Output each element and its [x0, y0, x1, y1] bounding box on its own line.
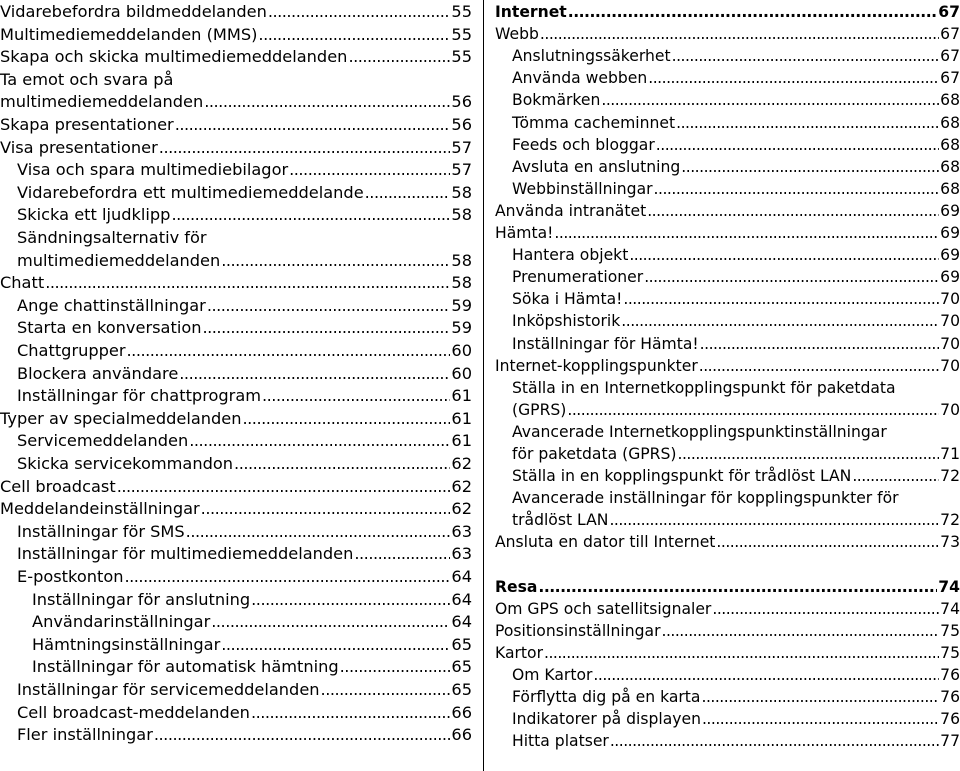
dot-leader — [179, 363, 450, 386]
toc-entry — [495, 531, 960, 553]
toc-entry-title: multimediemeddelanden — [0, 92, 204, 112]
toc-entry-title: Om Kartor — [512, 666, 593, 684]
toc-page-number: 58 — [451, 250, 472, 270]
dot-leader — [623, 288, 939, 310]
dot-leader — [656, 134, 939, 156]
toc-page-number: 64 — [451, 589, 472, 609]
toc-page-number: 66 — [451, 725, 472, 745]
toc-entry-title: Kartor — [495, 643, 543, 662]
toc-entry — [512, 686, 960, 708]
toc-entry — [495, 355, 960, 377]
toc-entry — [17, 679, 472, 702]
toc-entry — [495, 598, 960, 620]
toc-entry-title: Typer av specialmeddelanden — [0, 408, 242, 428]
dot-leader — [568, 1, 938, 23]
toc-entry-title: E-postkonton — [17, 567, 124, 586]
toc-page-number: 63 — [451, 521, 472, 541]
toc-entry-title: Positionsinställningar — [495, 621, 661, 640]
toc-entry — [17, 159, 472, 182]
toc-page-number: 68 — [940, 113, 960, 132]
toc-page-number: 58 — [451, 182, 472, 202]
toc-page-number: 61 — [451, 431, 472, 451]
toc-entry — [512, 266, 960, 288]
toc-entry — [512, 708, 960, 730]
dot-leader — [234, 453, 450, 476]
toc-entry-title: Resa — [495, 577, 538, 596]
toc-entry-title: Inställningar för multimediemeddelanden — [17, 544, 354, 564]
dot-leader — [154, 724, 451, 747]
toc-entry — [495, 642, 960, 664]
dot-leader — [211, 611, 450, 634]
toc-entry-title: Inställningar för servicemeddelanden — [17, 680, 320, 699]
dot-leader — [348, 46, 450, 69]
toc-entry — [512, 333, 960, 355]
toc-entry — [0, 476, 472, 499]
toc-entry-title: Avsluta en anslutning — [512, 157, 681, 176]
toc-entry-title: Hantera objekt — [512, 246, 629, 265]
toc-page-number: 59 — [451, 295, 472, 315]
dot-leader — [699, 355, 939, 377]
toc-page-number: 65 — [451, 657, 472, 677]
toc-entry-title: multimediemeddelanden — [17, 250, 221, 270]
dot-leader — [207, 295, 451, 318]
toc-entry — [0, 114, 472, 137]
toc-entry-title: Visa presentationer — [0, 137, 158, 157]
toc-entry-title: Starta en konversation — [17, 318, 202, 338]
toc-entry-title: Cell broadcast-meddelanden — [17, 702, 250, 722]
toc-entry-title: Webbinställningar — [512, 179, 653, 198]
toc-page-number: 62 — [451, 476, 472, 496]
toc-page-number: 56 — [451, 115, 472, 134]
toc-page-number: 76 — [940, 666, 960, 684]
dot-leader — [644, 266, 939, 288]
dot-leader — [186, 521, 451, 544]
toc-entry-title: Internet — [495, 3, 567, 21]
dot-leader — [593, 664, 939, 686]
toc-page-number: 68 — [940, 157, 960, 176]
toc-page-number: 60 — [451, 341, 472, 360]
toc-entry — [17, 453, 472, 476]
dot-leader — [258, 24, 450, 47]
dot-leader — [221, 250, 450, 273]
toc-page-number: 67 — [938, 3, 960, 21]
toc-page-number: 75 — [940, 621, 960, 640]
toc-spacer — [495, 554, 960, 576]
dot-leader — [45, 272, 450, 295]
toc-page-number: 69 — [940, 246, 960, 265]
toc-entry — [32, 656, 472, 679]
dot-leader — [289, 159, 450, 182]
toc-entry-title: Förflytta dig på en karta — [512, 688, 701, 707]
dot-leader — [610, 730, 939, 752]
toc-page-number: 77 — [940, 732, 960, 751]
toc-entry — [512, 156, 960, 178]
toc-entry-title: Avancerade Internetkopplingspunktinställningar — [512, 422, 887, 441]
toc-entry — [0, 498, 472, 521]
toc-entry — [17, 543, 472, 566]
toc-entry — [17, 702, 472, 725]
toc-entry-title: för paketdata (GPRS) — [512, 445, 677, 463]
toc-entry-title: Indikatorer på displayen — [512, 710, 701, 729]
toc-entry — [495, 23, 960, 45]
toc-entry-title: Använda intranätet — [495, 201, 647, 220]
toc-entry-title: Användarinställningar — [32, 612, 211, 632]
toc-page-number: 55 — [451, 2, 472, 21]
toc-page-number: 67 — [940, 69, 960, 88]
dot-leader — [661, 620, 939, 642]
toc-page-number: 61 — [451, 386, 472, 406]
toc-page-number: 62 — [451, 454, 472, 473]
toc-page-number: 65 — [451, 680, 472, 699]
toc-entry-title: trådlöst LAN — [512, 511, 609, 530]
toc-entry — [512, 288, 960, 310]
toc-entry — [17, 204, 472, 227]
toc-entry — [495, 222, 960, 244]
toc-page-number: 67 — [940, 25, 960, 44]
toc-entry-title: Inställningar för anslutning — [32, 589, 251, 609]
dot-leader — [171, 204, 450, 227]
toc-entry-title: Visa och spara multimediebilagor — [17, 160, 289, 180]
toc-entry — [0, 272, 472, 295]
dot-leader — [672, 45, 940, 67]
toc-page-number: 76 — [940, 688, 960, 707]
toc-page-number: 72 — [940, 511, 960, 530]
toc-entry — [32, 611, 472, 634]
toc-page-number: 57 — [451, 137, 472, 157]
toc-entry — [512, 730, 960, 752]
toc-entry-title: Vidarebefordra bildmeddelanden — [0, 2, 267, 21]
dot-leader — [701, 686, 939, 708]
toc-entry-title: Ställa in en kopplingspunkt för trådlöst LAN — [512, 467, 852, 486]
toc-page-number: 68 — [940, 91, 960, 110]
toc-entry-title: Skapa och skicka multimediemeddelanden — [0, 47, 348, 67]
toc-page-number: 58 — [451, 273, 472, 293]
toc-section-heading — [495, 1, 960, 23]
dot-leader — [354, 543, 450, 566]
dot-leader — [365, 182, 451, 205]
dot-leader — [203, 317, 451, 340]
toc-page-number: 64 — [451, 567, 472, 586]
dot-leader — [125, 566, 451, 589]
toc-entry — [17, 521, 472, 544]
toc-page-number: 64 — [451, 612, 472, 632]
toc-entry — [512, 310, 960, 332]
toc-page-number: 72 — [940, 467, 960, 486]
toc-section-heading — [495, 576, 960, 598]
toc-entry-title: Inställningar för SMS — [17, 521, 185, 541]
dot-leader — [648, 67, 939, 89]
toc-entry — [17, 363, 472, 386]
toc-entry-title: Internet-kopplingspunkter — [495, 356, 698, 375]
dot-leader — [127, 340, 451, 363]
toc-page-number: 70 — [940, 356, 960, 375]
toc-entry-title: Avancerade inställningar för kopplingspunkter för — [512, 489, 899, 508]
dot-leader — [321, 679, 451, 702]
toc-page-number: 69 — [940, 268, 960, 287]
toc-entry — [512, 399, 960, 421]
toc-entry-title: Skicka ett ljudklipp — [17, 205, 171, 225]
dot-leader — [647, 200, 939, 222]
dot-leader — [554, 222, 939, 244]
toc-entry — [512, 465, 960, 487]
toc-page-number: 55 — [451, 47, 472, 67]
toc-page-number: 76 — [940, 710, 960, 729]
toc-entry-title: Meddelandeinställningar — [0, 499, 200, 519]
toc-entry-title: Blockera användare — [17, 363, 179, 383]
toc-page-number: 57 — [451, 160, 472, 180]
toc-page-number: 74 — [940, 599, 960, 618]
toc-entry-title: Hämta! — [495, 224, 554, 242]
dot-leader — [629, 244, 939, 266]
toc-page-number: 67 — [940, 47, 960, 66]
toc-entry-title: Anslutningssäkerhet — [512, 47, 671, 66]
dot-leader — [702, 708, 939, 730]
toc-entry — [17, 385, 472, 408]
dot-leader — [251, 702, 450, 725]
dot-leader — [117, 476, 451, 499]
toc-page-number: 56 — [451, 92, 472, 112]
toc-entry — [0, 91, 472, 114]
toc-page-number: 61 — [451, 408, 472, 428]
toc-entry-title: Inställningar för chattprogram — [17, 386, 262, 406]
toc-entry — [0, 46, 472, 69]
dot-leader — [609, 509, 939, 531]
toc-entry-title: Tömma cacheminnet — [512, 113, 676, 132]
toc-entry — [17, 430, 472, 453]
dot-leader — [567, 399, 939, 421]
dot-leader — [676, 112, 939, 134]
toc-entry — [512, 134, 960, 156]
toc-entry-title: Inställningar för automatisk hämtning — [32, 657, 339, 677]
toc-entry — [32, 634, 472, 657]
toc-page-number: 63 — [451, 544, 472, 564]
dot-leader — [540, 23, 939, 45]
toc-entry — [17, 295, 472, 318]
toc-entry-title: Chattgrupper — [17, 341, 126, 360]
toc-entry-title: Ställa in en Internetkopplingspunkt för paketdata — [512, 378, 896, 397]
dot-leader — [678, 443, 940, 465]
dot-leader — [654, 178, 940, 200]
toc-entry — [17, 724, 472, 747]
toc-entry — [512, 45, 960, 67]
toc-page-number: 69 — [940, 224, 960, 242]
toc-page-number: 70 — [940, 334, 960, 353]
dot-leader — [681, 156, 939, 178]
toc-entry — [512, 443, 960, 465]
toc-entry — [0, 137, 472, 160]
toc-page-number: 75 — [940, 643, 960, 662]
toc-entry — [512, 244, 960, 266]
dot-leader — [340, 656, 451, 679]
dot-leader — [251, 589, 450, 612]
toc-entry-title: Bokmärken — [512, 91, 601, 110]
dot-leader — [268, 1, 451, 24]
toc-entry — [0, 408, 472, 431]
dot-leader — [852, 465, 939, 487]
dot-leader — [621, 310, 939, 332]
toc-page-number: 74 — [938, 577, 960, 596]
toc-entry-title: Söka i Hämta! — [512, 290, 623, 309]
toc-entry-title: Inköpshistorik — [512, 312, 621, 331]
dot-leader — [201, 498, 451, 521]
toc-entry-title: Inställningar för Hämta! — [512, 334, 699, 353]
toc-entry — [512, 67, 960, 89]
toc-page-number: 55 — [451, 24, 472, 44]
toc-page-number: 70 — [940, 290, 960, 309]
toc-entry-title: Sändningsalternativ för — [17, 228, 207, 247]
toc-page-number: 59 — [451, 318, 472, 338]
toc-entry — [17, 182, 472, 205]
toc-page-number: 73 — [940, 533, 960, 552]
dot-leader — [189, 430, 450, 453]
toc-entry — [17, 317, 472, 340]
toc-page-number: 60 — [451, 363, 472, 383]
dot-leader — [601, 89, 939, 111]
toc-entry — [512, 178, 960, 200]
dot-leader — [544, 642, 939, 664]
toc-entry — [512, 509, 960, 531]
toc-page-number: 70 — [940, 312, 960, 331]
toc-page-number: 66 — [451, 702, 472, 722]
toc-page-number: 69 — [940, 201, 960, 220]
toc-entry — [32, 589, 472, 612]
dot-leader — [243, 408, 451, 431]
toc-entry — [512, 112, 960, 134]
toc-entry — [17, 340, 472, 363]
toc-entry-title: (GPRS) — [512, 400, 567, 419]
toc-entry-title: Multimediemeddelanden (MMS) — [0, 24, 258, 44]
toc-entry-title: Fler inställningar — [17, 725, 153, 745]
toc-entry-title: Vidarebefordra ett multimediemeddelande — [17, 182, 364, 202]
toc-entry — [495, 200, 960, 222]
toc-entry-title: Webb — [495, 25, 539, 44]
toc-entry — [17, 566, 472, 589]
toc-entry — [0, 24, 472, 47]
toc-entry-title: Prenumerationer — [512, 268, 644, 287]
dot-leader — [712, 598, 939, 620]
toc-page-number: 65 — [451, 634, 472, 654]
dot-leader — [159, 137, 451, 160]
dot-leader — [175, 114, 451, 137]
toc-entry-title: Skapa presentationer — [0, 115, 174, 134]
dot-leader — [221, 634, 450, 657]
toc-entry-title: Ange chattinställningar — [17, 295, 206, 315]
toc-entry-title: Hämtningsinställningar — [32, 634, 221, 654]
toc-entry-title: Om GPS och satellitsignaler — [495, 599, 712, 618]
toc-page-number: 71 — [940, 445, 960, 463]
toc-entry-title: Feeds och bloggar — [512, 135, 655, 154]
toc-entry-title: Använda webben — [512, 69, 648, 88]
toc-entry — [512, 664, 960, 686]
dot-leader — [538, 576, 937, 598]
toc-page-number: 68 — [940, 179, 960, 198]
toc-entry-title: Ansluta en dator till Internet — [495, 533, 716, 552]
column-divider — [483, 0, 484, 771]
toc-entry-title: Skicka servicekommandon — [17, 454, 234, 473]
toc-page-number: 58 — [451, 205, 472, 225]
toc-entry-title: Cell broadcast — [0, 476, 116, 496]
toc-entry-title: Hitta platser — [512, 732, 609, 751]
toc-entry — [17, 250, 472, 273]
dot-leader — [716, 531, 939, 553]
toc-page-number: 62 — [451, 499, 472, 519]
dot-leader — [204, 91, 450, 114]
toc-entry — [0, 1, 472, 24]
toc-page-number: 70 — [940, 400, 960, 419]
toc-entry-title: Chatt — [0, 273, 45, 293]
dot-leader — [700, 333, 940, 355]
toc-entry-title: Servicemeddelanden — [17, 431, 189, 451]
toc-entry-title: Ta emot och svara på — [0, 69, 174, 89]
toc-page-number: 68 — [940, 135, 960, 154]
toc-entry — [495, 620, 960, 642]
toc-entry — [512, 89, 960, 111]
dot-leader — [262, 385, 450, 408]
